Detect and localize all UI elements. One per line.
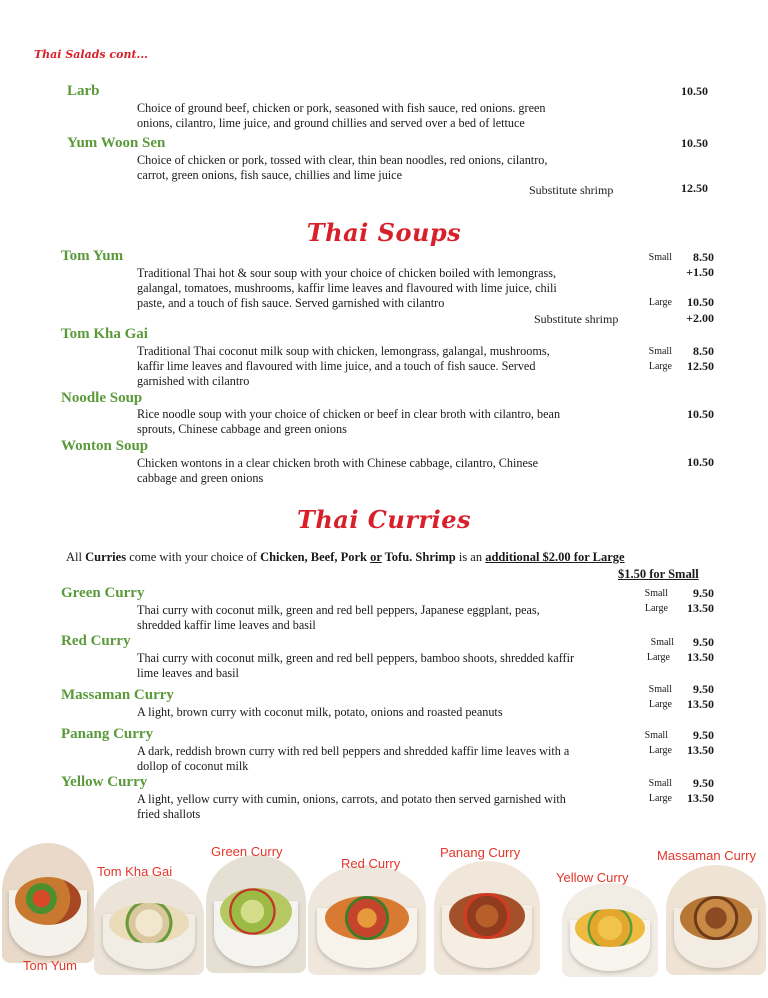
- yum-woon-sen-price: 10.50: [681, 136, 708, 150]
- panang-curry-desc-1: A dark, reddish brown curry with red bell peppers and shredded kaffir lime leaves with a: [137, 744, 570, 758]
- curries-intro: All Curries come with your choice of Chicken, Beef, Pork or Tofu. Shrimp is an additional $2.00 for Large: [66, 550, 625, 564]
- tom-yum-desc-2: galangal, tomatoes, mushrooms, kaffir lime leaves and flavoured with lime juice, chili: [137, 281, 557, 295]
- green-curry-name: Green Curry: [61, 585, 145, 601]
- tom-yum-photo: [2, 843, 94, 963]
- wonton-soup-desc-2: cabbage and green onions: [137, 471, 264, 485]
- panang-curry-large-label: Large: [648, 745, 672, 756]
- salads-cont-title: Thai Salads cont...: [34, 48, 149, 61]
- yum-woon-sen-desc-1: Choice of chicken or pork, tossed with clear, thin bean noodles, red onions, cilantro,: [137, 153, 548, 167]
- tom-yum-photo-label: Tom Yum: [23, 958, 77, 973]
- larb-desc-1: Choice of ground beef, chicken or pork, seasoned with fish sauce, red onions. green: [137, 101, 546, 115]
- noodle-soup-price: 10.50: [687, 407, 714, 421]
- noodle-soup-name: Noodle Soup: [61, 390, 143, 406]
- yellow-curry-desc-1: A light, yellow curry with cumin, onions, carrots, and potato then served garnished with: [137, 792, 566, 806]
- green-curry-large-label: Large: [644, 603, 668, 614]
- massaman-curry-photo-label: Massaman Curry: [657, 848, 756, 863]
- noodle-soup-desc-1: Rice noodle soup with your choice of chicken or beef in clear broth with cilantro, bean: [137, 407, 561, 421]
- wonton-soup-price: 10.50: [687, 455, 714, 469]
- massaman-curry-name: Massaman Curry: [61, 687, 174, 703]
- panang-curry-name: Panang Curry: [61, 726, 154, 742]
- green-curry-large-price: 13.50: [687, 601, 714, 615]
- tom-yum-desc-3: paste, and a touch of fish sauce. Served garnished with cilantro: [137, 296, 445, 310]
- massaman-curry-large-label: Large: [648, 699, 672, 710]
- curries-intro-small: $1.50 for Small: [618, 567, 699, 581]
- tom-yum-name: Tom Yum: [61, 248, 124, 264]
- larb-name: Larb: [67, 83, 100, 99]
- panang-curry-desc-2: dollop of coconut milk: [137, 759, 249, 773]
- red-curry-large-price: 13.50: [687, 650, 714, 664]
- yellow-curry-photo-label: Yellow Curry: [556, 870, 629, 885]
- tom-kha-gai-large-label: Large: [648, 361, 672, 372]
- tom-yum-small-label: Small: [648, 252, 672, 263]
- tom-kha-gai-desc-3: garnished with cilantro: [137, 374, 250, 388]
- tom-yum-desc-1: Traditional Thai hot & sour soup with your choice of chicken boiled with lemongrass,: [137, 266, 557, 280]
- tom-yum-large-price: 10.50: [687, 295, 714, 309]
- massaman-curry-photo: [666, 865, 766, 975]
- massaman-curry-desc-1: A light, brown curry with coconut milk, potato, onions and roasted peanuts: [137, 705, 503, 719]
- tom-kha-gai-small-price: 8.50: [693, 344, 714, 358]
- noodle-soup-desc-2: sprouts, Chinese cabbage and green onions: [137, 422, 347, 436]
- red-curry-large-label: Large: [646, 652, 670, 663]
- larb-price: 10.50: [681, 84, 708, 98]
- curries-title: Thai Curries: [296, 505, 472, 534]
- food-photo-strip: [0, 835, 768, 998]
- red-curry-small-label: Small: [650, 637, 674, 648]
- tom-yum-large-label: Large: [648, 297, 672, 308]
- yellow-curry-large-label: Large: [648, 793, 672, 804]
- panang-curry-small-label: Small: [644, 730, 668, 741]
- tom-kha-gai-small-label: Small: [648, 346, 672, 357]
- massaman-curry-large-price: 13.50: [687, 697, 714, 711]
- tom-kha-gai-large-price: 12.50: [687, 359, 714, 373]
- yellow-curry-photo: [562, 883, 658, 977]
- wonton-soup-name: Wonton Soup: [61, 438, 149, 454]
- green-curry-desc-1: Thai curry with coconut milk, green and red bell peppers, Japanese eggplant, peas,: [137, 603, 540, 617]
- tom-kha-gai-desc-1: Traditional Thai coconut milk soup with chicken, lemongrass, galangal, mushrooms,: [137, 344, 550, 358]
- tom-kha-gai-name: Tom Kha Gai: [61, 326, 148, 342]
- red-curry-name: Red Curry: [61, 633, 131, 649]
- yellow-curry-small-price: 9.50: [693, 776, 714, 790]
- yum-woon-sen-sub-label: Substitute shrimp: [529, 183, 614, 197]
- tom-kha-gai-desc-2: kaffir lime leaves and flavoured with lime juice, and a touch of fish sauce. Served: [137, 359, 536, 373]
- tom-yum-small-sub: +1.50: [686, 265, 714, 279]
- panang-curry-large-price: 13.50: [687, 743, 714, 757]
- soups-title: Thai Soups: [306, 218, 462, 247]
- yellow-curry-large-price: 13.50: [687, 791, 714, 805]
- red-curry-desc-1: Thai curry with coconut milk, green and red bell peppers, bamboo shoots, shredded kaffir: [137, 651, 575, 665]
- tom-yum-small-price: 8.50: [693, 250, 714, 264]
- tom-kha-gai-photo-label: Tom Kha Gai: [97, 864, 173, 879]
- red-curry-photo: [308, 865, 426, 975]
- green-curry-small-label: Small: [644, 588, 668, 599]
- yum-woon-sen-name: Yum Woon Sen: [67, 135, 166, 151]
- red-curry-desc-2: lime leaves and basil: [137, 666, 239, 680]
- yellow-curry-name: Yellow Curry: [61, 774, 148, 790]
- red-curry-small-price: 9.50: [693, 635, 714, 649]
- red-curry-photo-label: Red Curry: [341, 856, 401, 871]
- tom-yum-large-sub: +2.00: [686, 311, 714, 325]
- green-curry-desc-2: shredded kaffir lime leaves and basil: [137, 618, 316, 632]
- yum-woon-sen-sub-price: 12.50: [681, 181, 708, 195]
- green-curry-photo-label: Green Curry: [211, 844, 283, 859]
- yum-woon-sen-desc-2: carrot, green onions, fish sauce, chillies and lime juice: [137, 168, 402, 182]
- panang-curry-photo: [434, 861, 540, 975]
- larb-desc-2: onions, cilantro, lime juice, and ground chillies and served over a bed of lettuce: [137, 116, 525, 130]
- yellow-curry-small-label: Small: [648, 778, 672, 789]
- tom-kha-gai-photo: [94, 875, 204, 975]
- massaman-curry-small-price: 9.50: [693, 682, 714, 696]
- green-curry-photo: [206, 855, 306, 973]
- wonton-soup-desc-1: Chicken wontons in a clear chicken broth with Chinese cabbage, cilantro, Chinese: [137, 456, 539, 470]
- panang-curry-small-price: 9.50: [693, 728, 714, 742]
- massaman-curry-small-label: Small: [648, 684, 672, 695]
- tom-yum-sub-label: Substitute shrimp: [534, 312, 619, 326]
- green-curry-small-price: 9.50: [693, 586, 714, 600]
- panang-curry-photo-label: Panang Curry: [440, 845, 521, 860]
- yellow-curry-desc-2: fried shallots: [137, 807, 201, 821]
